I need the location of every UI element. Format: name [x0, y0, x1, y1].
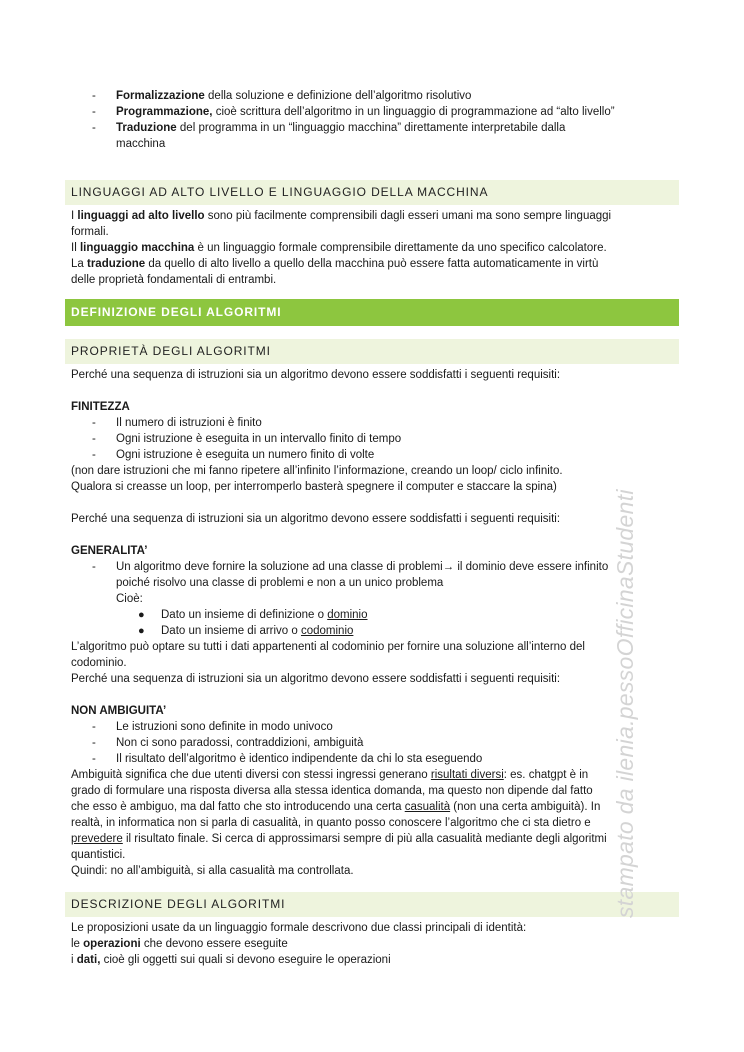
requisiti-line: Perché una sequenza di istruzioni sia un algoritmo devono essere soddisfatti i seguenti requisiti: [71, 513, 561, 525]
arrow-right-icon: → [442, 561, 455, 573]
bullet-dot-icon: ● [138, 609, 145, 621]
generalita-title: GENERALITA’ [71, 545, 148, 557]
generalita-sub-bullet: Dato un insieme di definizione o dominio [161, 609, 368, 621]
section-heading-descrizione: DESCRIZIONE DEGLI ALGORITMI [65, 892, 679, 917]
paragraph-line: che esso è ambiguo, ma dal fatto che sto introducendo una certa casualità (non una certa ambiguità). In [71, 801, 601, 813]
paragraph-line: Il linguaggio macchina è un linguaggio formale comprensibile direttamente da uno specifico calcolatore. [71, 242, 607, 254]
bullet-dash: - [92, 449, 96, 461]
bullet-dash: - [92, 753, 96, 765]
bullet-dash: - [92, 90, 96, 102]
bullet-dash: - [92, 417, 96, 429]
non-ambiguita-bullet: Non ci sono paradossi, contraddizioni, ambiguità [116, 737, 364, 749]
bullet-dash: - [92, 122, 96, 134]
requisiti-line: Perché una sequenza di istruzioni sia un algoritmo devono essere soddisfatti i seguenti requisiti: [71, 369, 561, 381]
paragraph-line: le operazioni che devono essere eseguite [71, 938, 288, 950]
paragraph-line: realtà, in informatica non si parla di casualità, in quanto posso conoscere l’algoritmo che ci sta dietro e [71, 817, 591, 829]
non-ambiguita-bullet: Le istruzioni sono definite in modo univoco [116, 721, 333, 733]
bullet-dot-icon: ● [138, 625, 145, 637]
paragraph-line: Le proposizioni usate da un linguaggio formale descrivono due classi principali di identità: [71, 922, 527, 934]
paragraph-line: codominio. [71, 657, 127, 669]
paragraph-line: formali. [71, 226, 109, 238]
cioe-label: Cioè: [116, 593, 143, 605]
non-ambiguita-bullet: Il risultato dell’algoritmo è identico indipendente da chi lo sta eseguendo [116, 753, 483, 765]
bullet-dash: - [92, 737, 96, 749]
generalita-bullet: Un algoritmo deve fornire la soluzione ad una classe di problemi→ il dominio deve essere infinito [116, 561, 609, 573]
bullet-dash: - [92, 106, 96, 118]
finitezza-bullet: Il numero di istruzioni è finito [116, 417, 262, 429]
section-heading-proprieta: PROPRIETÀ DEGLI ALGORITMI [65, 339, 679, 364]
finitezza-note: Qualora si creasse un loop, per interromperlo basterà spegnere il computer e staccare la spina) [71, 481, 557, 493]
intro-bullet-programmazione: Programmazione, cioè scrittura dell’algoritmo in un linguaggio di programmazione ad “alto livello” [116, 106, 615, 118]
bullet-dash: - [92, 433, 96, 445]
finitezza-bullet: Ogni istruzione è eseguita in un intervallo finito di tempo [116, 433, 402, 445]
bullet-dash: - [92, 721, 96, 733]
watermark: stampato da ilenia.pessoOfficinaStudenti [612, 489, 638, 918]
paragraph-line: Quindi: no all’ambiguità, si alla casualità ma controllata. [71, 865, 354, 877]
paragraph-line: grado di formulare una risposta diversa alla stessa identica domanda, ma questo non dipende dal fatto [71, 785, 593, 797]
paragraph-line: i dati, cioè gli oggetti sui quali si devono eseguire le operazioni [71, 954, 391, 966]
finitezza-bullet: Ogni istruzione è eseguita un numero finito di volte [116, 449, 375, 461]
intro-bullet-continuation: macchina [116, 138, 166, 150]
generalita-bullet-continuation: poiché risolvo una classe di problemi e non a un unico problema [116, 577, 444, 589]
non-ambiguita-title: NON AMBIGUITA’ [71, 705, 167, 717]
intro-bullet-traduzione: Traduzione del programma in un “linguaggio macchina” direttamente interpretabile dalla [116, 122, 566, 134]
section-heading-linguaggi: LINGUAGGI AD ALTO LIVELLO E LINGUAGGIO DELLA MACCHINA [65, 180, 679, 205]
finitezza-note: (non dare istruzioni che mi fanno ripetere all’infinito l’informazione, creando un loop/ ciclo infinito. [71, 465, 563, 477]
generalita-sub-bullet: Dato un insieme di arrivo o codominio [161, 625, 354, 637]
bullet-dash: - [92, 561, 96, 573]
paragraph-line: Ambiguità significa che due utenti diversi con stessi ingressi generano risultati diversi: es. chatgpt è in [71, 769, 589, 781]
requisiti-line: Perché una sequenza di istruzioni sia un algoritmo devono essere soddisfatti i seguenti requisiti: [71, 673, 561, 685]
paragraph-line: La traduzione da quello di alto livello a quello della macchina può essere fatta automaticamente in virtù [71, 258, 599, 270]
paragraph-line: prevedere il risultato finale. Si cerca di approssimarsi sempre di più alla casualità mediante degli algoritmi [71, 833, 607, 845]
paragraph-line: I linguaggi ad alto livello sono più facilmente comprensibili dagli esseri umani ma sono sempre linguaggi [71, 210, 612, 222]
section-heading-definizione: DEFINIZIONE DEGLI ALGORITMI [65, 299, 679, 326]
paragraph-line: quantistici. [71, 849, 126, 861]
finitezza-title: FINITEZZA [71, 401, 130, 413]
intro-bullet-formalizzazione: Formalizzazione della soluzione e definizione dell’algoritmo risolutivo [116, 90, 472, 102]
paragraph-line: L’algoritmo può optare su tutti i dati appartenenti al codominio per fornire una soluzione all’interno del [71, 641, 585, 653]
paragraph-line: delle proprietà fondamentali di entrambi. [71, 274, 277, 286]
